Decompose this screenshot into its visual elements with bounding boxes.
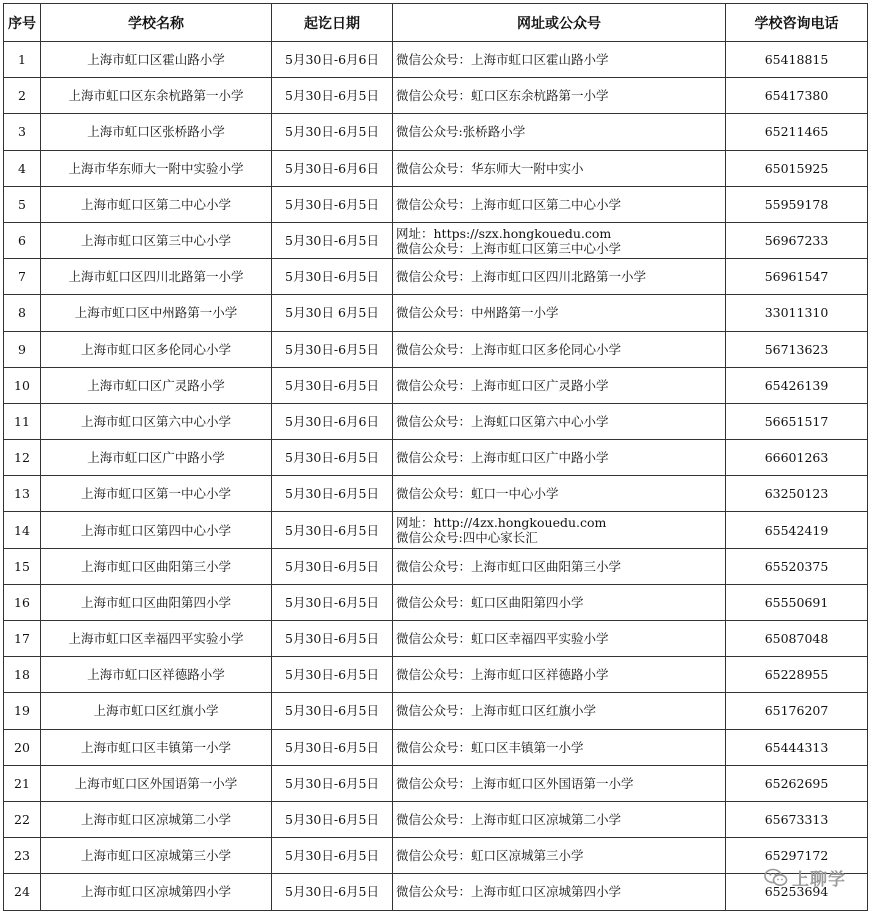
cell-school-name: 上海市虹口区幸福四平实验小学 [41,621,272,657]
cell-number: 3 [4,114,41,150]
cell-number: 20 [4,729,41,765]
cell-date-range: 5月30日-6月5日 [272,186,393,222]
cell-school-name: 上海市虹口区第二中心小学 [41,186,272,222]
cell-phone: 65015925 [726,150,868,186]
cell-date-range: 5月30日-6月5日 [272,440,393,476]
cell-number: 7 [4,259,41,295]
cell-number: 19 [4,693,41,729]
cell-website-account [393,367,726,403]
table-row [4,259,868,295]
cell-website-account [393,331,726,367]
cell-phone: 66601263 [726,440,868,476]
cell-phone: 55959178 [726,186,868,222]
cell-website-account [393,42,726,78]
cell-date-range: 5月30日-6月5日 [272,621,393,657]
cell-phone: 65520375 [726,548,868,584]
cell-phone: 33011310 [726,295,868,331]
cell-date-range: 5月30日-6月5日 [272,838,393,874]
table-row [4,548,868,584]
cell-school-name: 上海市华东师大一附中实验小学 [41,150,272,186]
header-number: 序号 [4,4,41,42]
cell-school-name: 上海市虹口区丰镇第一小学 [41,729,272,765]
table-row [4,801,868,837]
wechat-account: 微信公众号：上海市虹口区红旗小学 [396,703,597,719]
cell-phone: 65262695 [726,765,868,801]
cell-school-name: 上海市虹口区凉城第三小学 [41,838,272,874]
cell-website-account [393,295,726,331]
cell-phone: 56713623 [726,331,868,367]
cell-number: 16 [4,584,41,620]
table-row [4,729,868,765]
wechat-account: 微信公众号：上海市虹口区霍山路小学 [396,52,609,68]
cell-number: 17 [4,621,41,657]
table-row [4,838,868,874]
wechat-account: 微信公众号：上海市虹口区外国语第一小学 [396,775,634,791]
wechat-account: 微信公众号：上海市虹口区凉城第二小学 [396,812,622,828]
cell-school-name: 上海市虹口区曲阳第三小学 [41,548,272,584]
cell-number: 13 [4,476,41,512]
cell-date-range: 5月30日 6月5日 [272,295,393,331]
table-row [4,693,868,729]
cell-website-account [393,729,726,765]
cell-date-range: 5月30日-6月5日 [272,476,393,512]
cell-school-name: 上海市虹口区曲阳第四小学 [41,584,272,620]
header-school-name: 学校名称 [41,4,272,42]
cell-phone: 65228955 [726,657,868,693]
cell-number: 11 [4,403,41,439]
wechat-account: 微信公众号：中州路第一小学 [396,305,559,321]
wechat-account: 微信公众号：上海市虹口区第二中心小学 [396,196,622,212]
cell-date-range: 5月30日-6月5日 [272,693,393,729]
cell-number: 18 [4,657,41,693]
wechat-account: 微信公众号：上海市虹口区凉城第四小学 [396,884,622,900]
table-row [4,476,868,512]
cell-phone: 56651517 [726,403,868,439]
cell-number: 22 [4,801,41,837]
table-row [4,403,868,439]
cell-phone: 65550691 [726,584,868,620]
cell-phone: 65426139 [726,367,868,403]
cell-website-account [393,838,726,874]
cell-date-range: 5月30日-6月5日 [272,801,393,837]
cell-school-name: 上海市虹口区第一中心小学 [41,476,272,512]
cell-school-name: 上海市虹口区第六中心小学 [41,403,272,439]
watermark [764,865,846,890]
cell-website-account [393,78,726,114]
cell-website-account [393,874,726,910]
wechat-account: 微信公众号:四中心家长汇 [396,530,538,546]
cell-date-range: 5月30日-6月5日 [272,222,393,258]
cell-date-range: 5月30日-6月5日 [272,765,393,801]
watermark-text: 上聊学 [792,870,846,890]
cell-website-account [393,512,726,548]
cell-date-range: 5月30日-6月5日 [272,657,393,693]
cell-date-range: 5月30日-6月6日 [272,150,393,186]
cell-phone: 65418815 [726,42,868,78]
cell-date-range: 5月30日-6月5日 [272,78,393,114]
cell-phone: 65176207 [726,693,868,729]
header-date-range: 起讫日期 [272,4,393,42]
cell-number: 9 [4,331,41,367]
header-website-account: 网址或公众号 [393,4,726,42]
wechat-account: 微信公众号：虹口区幸福四平实验小学 [396,631,609,647]
cell-website-account [393,114,726,150]
cell-website-account [393,693,726,729]
cell-website-account [393,657,726,693]
wechat-account: 微信公众号:张桥路小学 [396,124,526,140]
cell-school-name: 上海市虹口区外国语第一小学 [41,765,272,801]
cell-website-account [393,765,726,801]
website-url: 网址：http://4zx.hongkouedu.com [396,515,607,531]
cell-number: 21 [4,765,41,801]
table-row [4,331,868,367]
cell-website-account [393,548,726,584]
cell-school-name: 上海市虹口区广中路小学 [41,440,272,476]
table-row [4,367,868,403]
cell-website-account [393,259,726,295]
cell-number: 12 [4,440,41,476]
cell-number: 2 [4,78,41,114]
school-contact-table [3,3,868,911]
table-row [4,78,868,114]
cell-number: 10 [4,367,41,403]
cell-number: 4 [4,150,41,186]
cell-school-name: 上海市虹口区东余杭路第一小学 [41,78,272,114]
table-row [4,295,868,331]
cell-phone: 56961547 [726,259,868,295]
cell-date-range: 5月30日-6月6日 [272,403,393,439]
table-row [4,150,868,186]
cell-number: 24 [4,874,41,910]
table-row [4,512,868,548]
header-phone: 学校咨询电话 [726,4,868,42]
cell-school-name: 上海市虹口区红旗小学 [41,693,272,729]
wechat-account: 微信公众号：上海市虹口区祥德路小学 [396,667,609,683]
wechat-account: 微信公众号：虹口区凉城第三小学 [396,848,584,864]
wechat-account: 微信公众号：上海市虹口区广灵路小学 [396,377,609,393]
cell-date-range: 5月30日-6月5日 [272,512,393,548]
cell-website-account [393,584,726,620]
wechat-account: 微信公众号：上海市虹口区四川北路第一小学 [396,269,647,285]
cell-date-range: 5月30日-6月5日 [272,729,393,765]
table-header-row [4,4,868,42]
cell-date-range: 5月30日-6月5日 [272,548,393,584]
cell-number: 14 [4,512,41,548]
cell-date-range: 5月30日-6月6日 [272,42,393,78]
cell-phone: 65417380 [726,78,868,114]
cell-school-name: 上海市虹口区张桥路小学 [41,114,272,150]
cell-date-range: 5月30日-6月5日 [272,874,393,910]
cell-date-range: 5月30日-6月5日 [272,367,393,403]
cell-date-range: 5月30日-6月5日 [272,331,393,367]
cell-phone: 65253694 [726,874,868,910]
table-body [4,42,868,911]
wechat-account: 微信公众号：虹口区曲阳第四小学 [396,594,584,610]
cell-number: 6 [4,222,41,258]
cell-phone: 56967233 [726,222,868,258]
cell-number: 1 [4,42,41,78]
cell-phone: 65673313 [726,801,868,837]
table-row [4,42,868,78]
wechat-account: 微信公众号：虹口区丰镇第一小学 [396,739,584,755]
cell-phone: 63250123 [726,476,868,512]
cell-phone: 65444313 [726,729,868,765]
cell-school-name: 上海市虹口区中州路第一小学 [41,295,272,331]
cell-date-range: 5月30日-6月5日 [272,584,393,620]
cell-school-name: 上海市虹口区第三中心小学 [41,222,272,258]
cell-school-name: 上海市虹口区霍山路小学 [41,42,272,78]
table-row [4,765,868,801]
cell-website-account [393,186,726,222]
cell-date-range: 5月30日-6月5日 [272,114,393,150]
cell-website-account [393,801,726,837]
wechat-account: 微信公众号：华东师大一附中实小 [396,160,584,176]
cell-number: 15 [4,548,41,584]
cell-date-range: 5月30日-6月5日 [272,259,393,295]
cell-phone: 65087048 [726,621,868,657]
cell-school-name: 上海市虹口区祥德路小学 [41,657,272,693]
cell-phone: 65542419 [726,512,868,548]
cell-website-account [393,150,726,186]
cell-number: 23 [4,838,41,874]
website-url: 网址：https://szx.hongkouedu.com [396,225,612,241]
cell-school-name: 上海市虹口区四川北路第一小学 [41,259,272,295]
cell-phone: 65211465 [726,114,868,150]
cell-school-name: 上海市虹口区广灵路小学 [41,367,272,403]
cell-number: 8 [4,295,41,331]
cell-number: 5 [4,186,41,222]
wechat-account: 微信公众号：虹口区东余杭路第一小学 [396,88,609,104]
wechat-icon [764,868,788,888]
cell-school-name: 上海市虹口区凉城第四小学 [41,874,272,910]
table-row [4,114,868,150]
table-row [4,584,868,620]
table-row [4,874,868,910]
cell-website-account [393,403,726,439]
cell-website-account [393,222,726,258]
cell-website-account [393,621,726,657]
wechat-account: 微信公众号：上海市虹口区广中路小学 [396,450,609,466]
cell-school-name: 上海市虹口区第四中心小学 [41,512,272,548]
cell-school-name: 上海市虹口区多伦同心小学 [41,331,272,367]
table-row [4,222,868,258]
table-row [4,657,868,693]
wechat-account: 微信公众号：上海市虹口区多伦同心小学 [396,341,622,357]
wechat-account: 微信公众号：虹口一中心小学 [396,486,559,502]
table-row [4,621,868,657]
table-row [4,440,868,476]
wechat-account: 微信公众号：上海虹口区第六中心小学 [396,413,609,429]
cell-website-account [393,476,726,512]
wechat-account: 微信公众号：上海市虹口区曲阳第三小学 [396,558,622,574]
cell-school-name: 上海市虹口区凉城第二小学 [41,801,272,837]
cell-phone: 65297172 [726,838,868,874]
wechat-account: 微信公众号：上海市虹口区第三中心小学 [396,240,622,256]
cell-website-account [393,440,726,476]
table-row [4,186,868,222]
